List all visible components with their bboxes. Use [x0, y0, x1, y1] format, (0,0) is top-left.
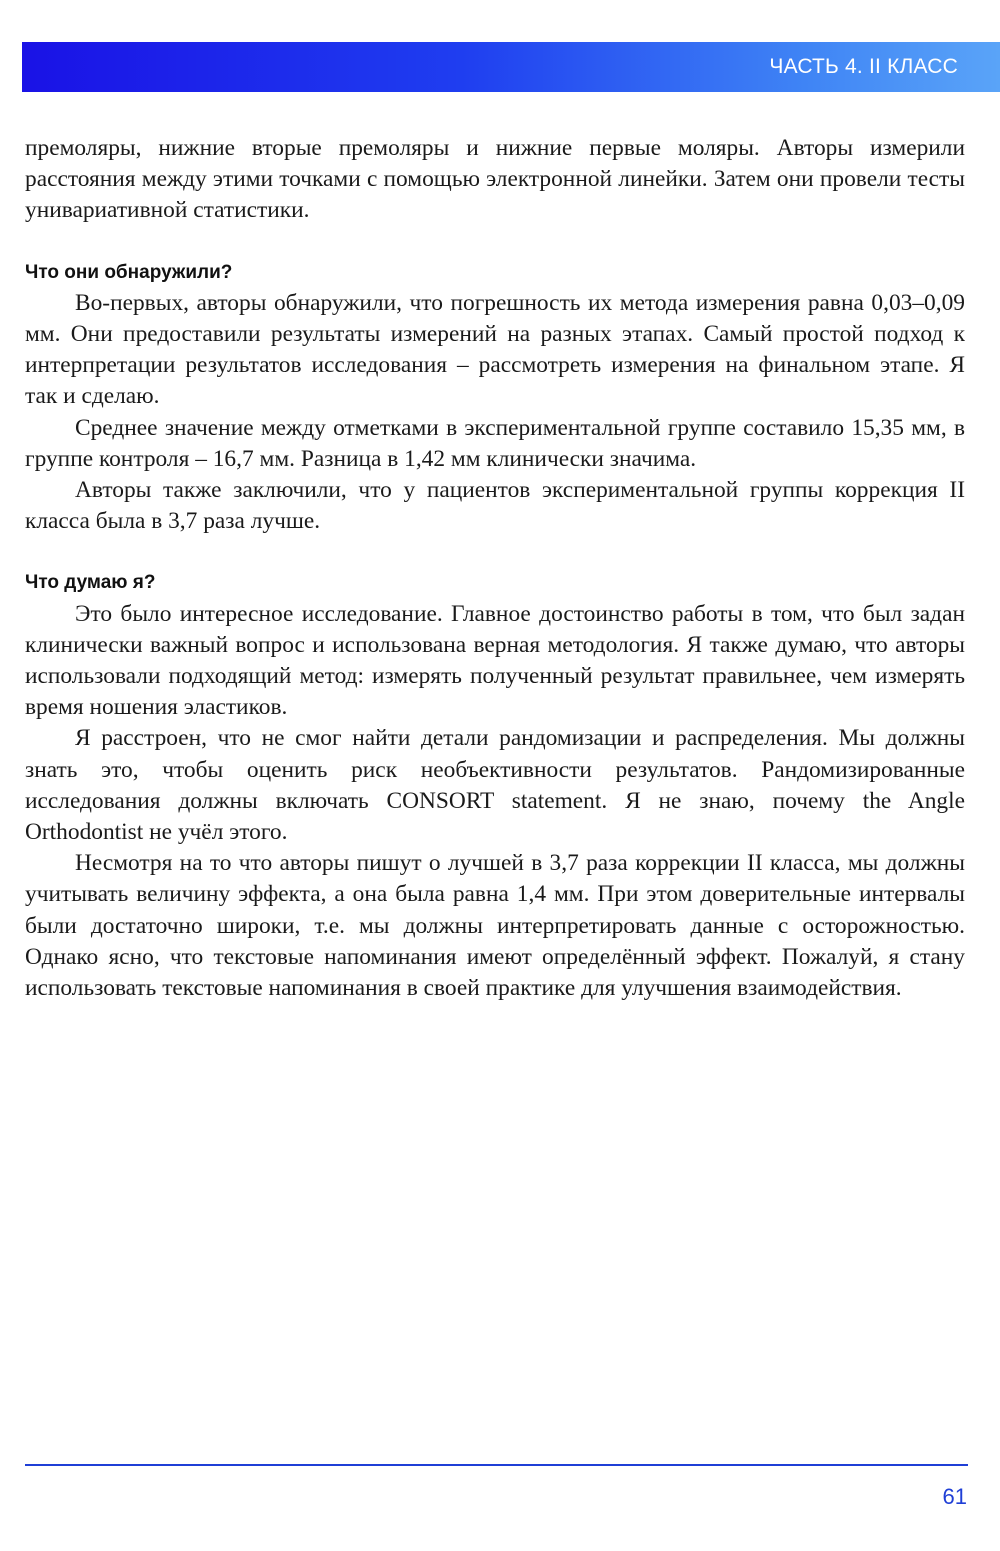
findings-paragraph: Во-первых, авторы обнаружили, что погрешность их метода измерения равна 0,03–0,09 мм. Они предоставили результаты измерений на разных этапах. Самый простой подход к интерпретации результатов исследования – рассмотреть измерения на финальном этапе. Я так и сделаю.: [25, 289, 965, 410]
opinion-paragraph: Это было интересное исследование. Главное достоинство работы в том, что был задан клинически важный вопрос и использована верная методология. Я также думаю, что авторы использовали подходящий метод: измерять полученный результат правильнее, чем измерять время ношения эластиков.: [25, 600, 965, 721]
footer-divider: [25, 1464, 968, 1466]
findings-heading: Что они обнаружили?: [25, 261, 233, 283]
section-spacer: [25, 537, 965, 567]
chapter-header-band: [22, 42, 1000, 92]
findings-paragraph: Авторы также заключили, что у пациентов экспериментальной группы коррекция II класса была в 3,7 раза лучше.: [25, 477, 965, 535]
page-number: 61: [942, 1484, 967, 1509]
section-spacer: [25, 227, 965, 257]
findings-paragraph: Среднее значение между отметками в экспериментальной группе составило 15,35 мм, в группе контроля – 16,7 мм. Разница в 1,42 мм клинически значима.: [25, 414, 965, 472]
opinion-paragraph: Я расстроен, что не смог найти детали рандомизации и распределения. Мы должны знать это, чтобы оценить риск необъективности результатов. Рандомизированные исследования должны включать CONSORT statement. Я не знаю, почему the Angle Orthodontist не учёл этого.: [25, 725, 965, 846]
page-content: [25, 133, 965, 1004]
opinion-paragraph: Несмотря на то что авторы пишут о лучшей в 3,7 раза коррекции II класса, мы должны учитывать величину эффекта, а она была равна 1,4 мм. При этом доверительные интервалы были достаточно широки, т.е. мы должны интерпретировать данные с осторожностью. Однако ясно, что текстовые напоминания имеют определённый эффект. Пожалуй, я стану использовать текстовые напоминания в своей практике для улучшения взаимодействия.: [25, 850, 965, 1002]
opinion-heading: Что думаю я?: [25, 572, 156, 594]
intro-paragraph: премоляры, нижние вторые премоляры и нижние первые моляры. Авторы измерили расстояния между этими точками с помощью электронной линейки. Затем они провели тесты унивариативной статистики.: [25, 135, 965, 224]
chapter-title: ЧАСТЬ 4. II КЛАСС: [769, 55, 958, 78]
